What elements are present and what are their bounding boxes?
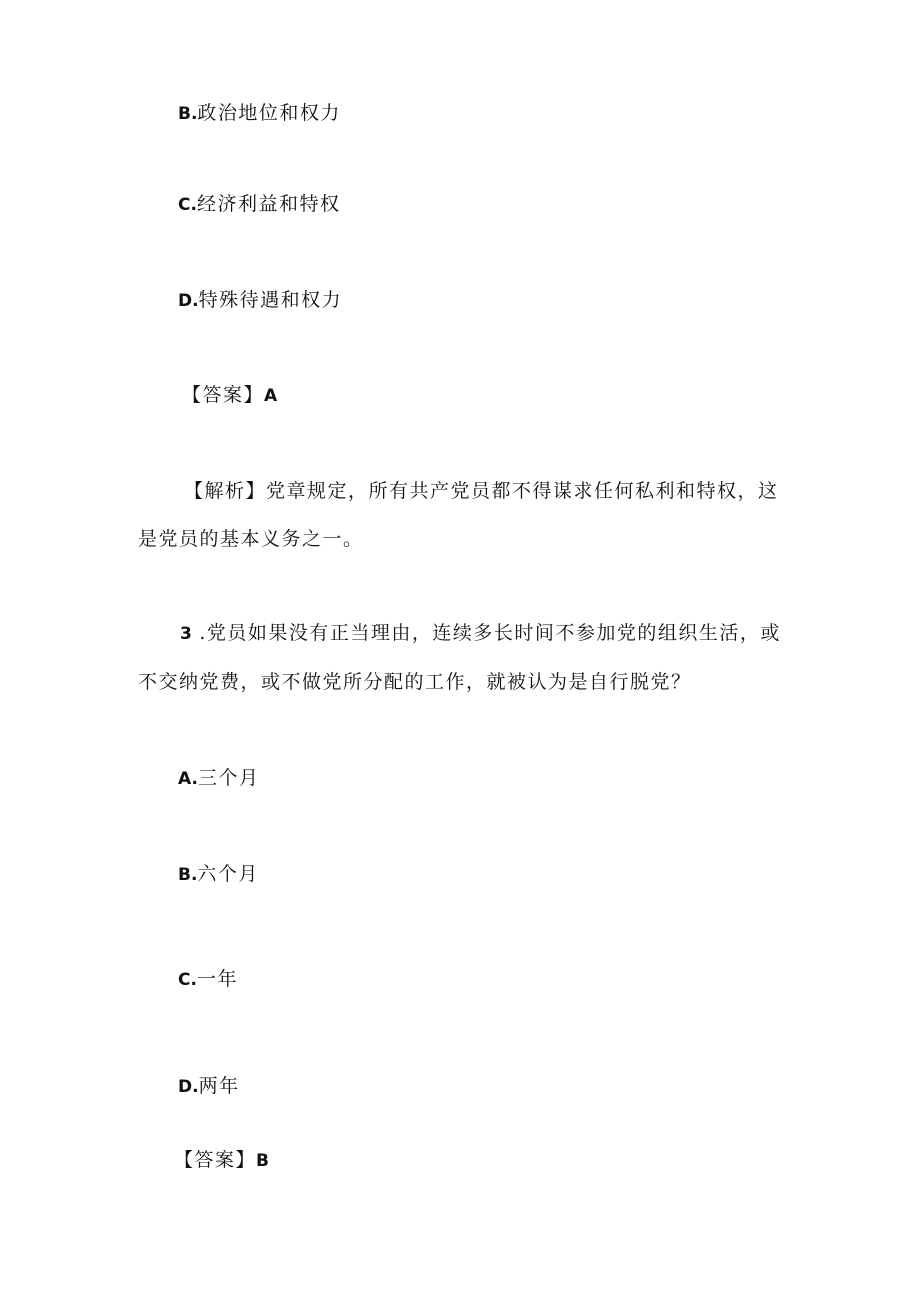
option-letter: B.	[178, 104, 198, 124]
option-letter: C.	[178, 195, 197, 215]
q2-option-c	[178, 190, 340, 219]
analysis-line-1: 【解析】党章规定，所有共产党员都不得谋求任何私利和特权，这	[184, 480, 779, 502]
q3-question	[138, 609, 781, 706]
option-letter: D.	[178, 291, 199, 311]
q2-option-d	[178, 286, 342, 315]
answer-value: A	[264, 386, 278, 406]
analysis-line-2: 是党员的基本义务之一。	[138, 528, 364, 550]
option-text: 政治地位和权力	[197, 102, 341, 124]
option-letter: D.	[178, 1077, 199, 1097]
answer-value: B	[256, 1151, 269, 1171]
answer-label: 【答案】	[182, 384, 265, 406]
answer-label: 【答案】	[174, 1149, 257, 1171]
q2-option-b	[178, 99, 341, 128]
q3-option-c	[178, 965, 238, 994]
question-number: 3	[180, 624, 192, 644]
option-text: 两年	[198, 1075, 240, 1097]
q3-answer	[174, 1146, 269, 1175]
question-line-1	[138, 609, 781, 658]
option-letter: A.	[178, 769, 198, 789]
q3-option-a	[178, 764, 259, 793]
q3-option-d	[178, 1072, 240, 1101]
question-text-1: .党员如果没有正当理由，连续多长时间不参加党的组织生活，或	[191, 622, 781, 644]
option-text: 三个月	[197, 767, 260, 789]
option-text: 一年	[196, 968, 238, 990]
option-text: 经济利益和特权	[196, 193, 341, 215]
q2-answer	[182, 381, 277, 410]
option-text: 六个月	[197, 863, 259, 885]
q3-option-b	[178, 860, 259, 889]
q2-analysis	[138, 467, 779, 563]
question-line-2: 不交纳党费，或不做党所分配的工作，就被认为是自行脱党？	[138, 671, 692, 693]
option-text: 特殊待遇和权力	[198, 289, 343, 311]
option-letter: C.	[178, 970, 197, 990]
option-letter: B.	[178, 865, 198, 885]
